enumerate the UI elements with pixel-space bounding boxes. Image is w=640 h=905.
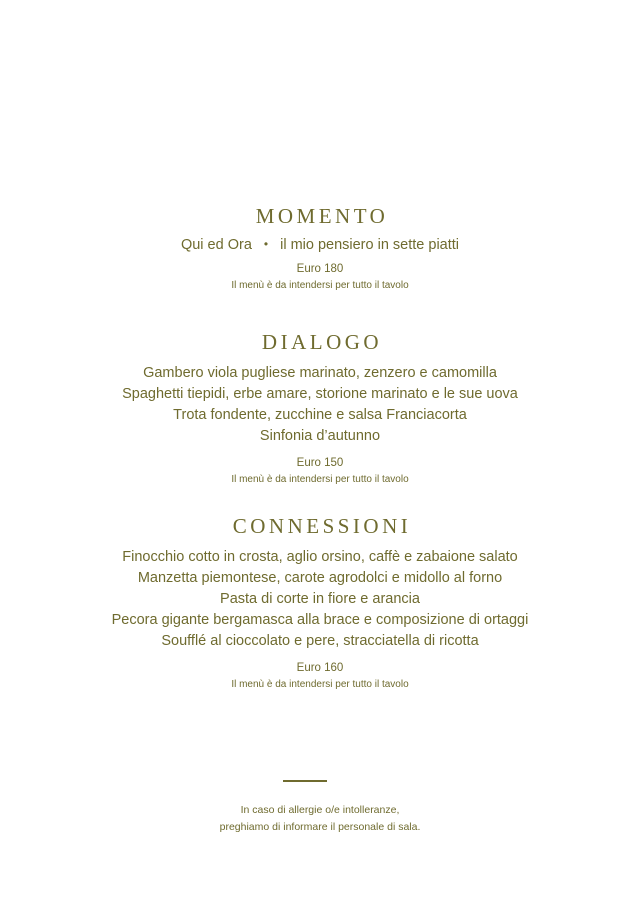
section-title: CONNESSIONI <box>232 514 412 538</box>
footer-line-2: preghiamo di informare il personale di sala. <box>219 821 421 833</box>
divider-line <box>283 780 327 782</box>
dish-item: Manzetta piemontese, carote agrodolci e midollo al forno <box>137 570 503 586</box>
section-title: DIALOGO <box>261 330 383 354</box>
allergy-footer <box>0 802 640 836</box>
table-note: Il menù è da intendersi per tutto il tavolo <box>231 280 409 291</box>
section-dialogo <box>0 329 640 487</box>
dish-item: Pasta di corte in fiore e arancia <box>220 591 420 607</box>
dish-item: Trota fondente, zucchine e salsa Franciacorta <box>173 407 467 423</box>
subtitle-left: Qui ed Ora <box>180 237 252 253</box>
section-title: MOMENTO <box>255 204 389 228</box>
dish-list <box>0 363 640 447</box>
price: Euro 150 <box>296 457 344 469</box>
table-note: Il menù è da intendersi per tutto il tavolo <box>231 474 409 485</box>
dish-item: Sinfonia d’autunno <box>259 428 381 444</box>
dish-item: Gambero viola pugliese marinato, zenzero e camomilla <box>143 365 497 381</box>
section-momento <box>0 203 640 293</box>
dish-item: Soufflé al cioccolato e pere, stracciatella di ricotta <box>161 633 479 649</box>
subtitle-right: il mio pensiero in sette piatti <box>280 237 460 253</box>
table-note: Il menù è da intendersi per tutto il tavolo <box>231 679 409 690</box>
footer-line-1: In caso di allergie o/e intolleranze, <box>240 804 400 816</box>
bullet-separator: • <box>263 237 269 251</box>
dish-list <box>0 547 640 652</box>
dish-item: Pecora gigante bergamasca alla brace e composizione di ortaggi <box>111 612 529 628</box>
price: Euro 160 <box>296 662 344 674</box>
price: Euro 180 <box>296 263 344 275</box>
dish-item: Finocchio cotto in crosta, aglio orsino, caffè e zabaione salato <box>122 549 518 565</box>
dish-item: Spaghetti tiepidi, erbe amare, storione marinato e le sue uova <box>122 386 518 402</box>
section-connessioni <box>0 513 640 692</box>
section-subtitle <box>0 235 640 255</box>
